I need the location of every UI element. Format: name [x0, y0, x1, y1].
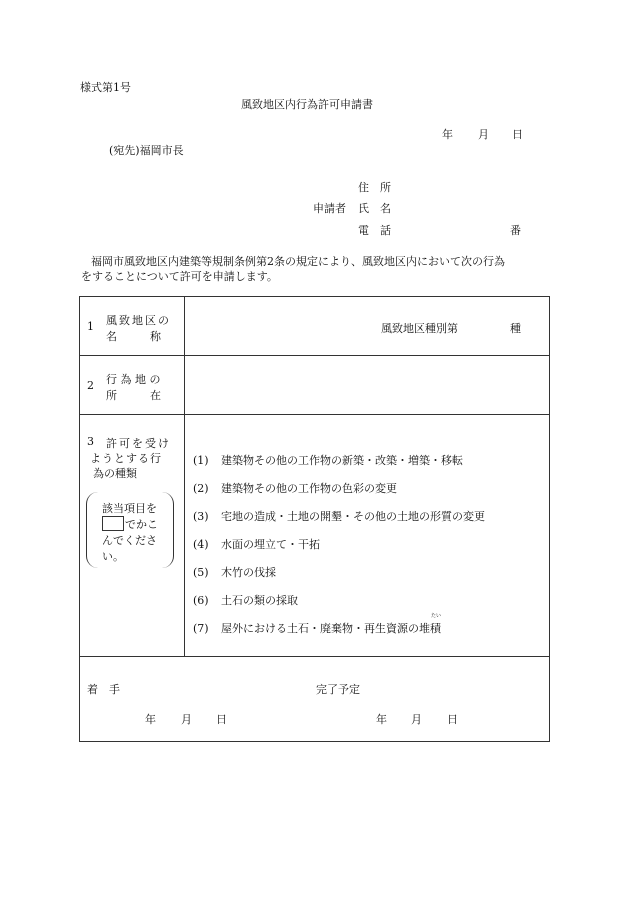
form-number: 様式第1号	[80, 81, 131, 94]
applicant-phone-label: 電 話	[358, 224, 391, 237]
instruction-text: 該当項目を	[102, 502, 157, 515]
row-number: 3	[87, 435, 94, 448]
instruction-text-line	[102, 516, 158, 532]
applicant-label: 申請者	[313, 202, 346, 215]
row-label: 為の種類	[93, 467, 137, 480]
start-day: 日	[216, 713, 227, 726]
district-type-label: 風致地区種別第	[381, 322, 458, 335]
action-item: (4) 水面の埋立て・干拓	[193, 538, 320, 551]
instruction-text: んでくださ	[102, 534, 157, 547]
row-label: 所 在	[106, 389, 161, 402]
end-day: 日	[447, 713, 458, 726]
row-label: 名 称	[106, 330, 161, 343]
end-year: 年	[376, 713, 387, 726]
row-label: 行 為 地 の	[106, 373, 161, 386]
row-label: ようとする行	[90, 452, 162, 465]
action-item: (6) 土石の類の採取	[193, 594, 298, 607]
page-title: 風致地区内行為許可申請書	[241, 98, 373, 111]
instruction-text: でかこ	[125, 518, 158, 531]
end-month: 月	[411, 713, 422, 726]
row-divider	[80, 414, 549, 415]
intro-line-1: 福岡市風致地区内建築等規制条例第2条の規定により、風致地区内において次の行為	[91, 255, 505, 268]
applicant-address-label: 住 所	[358, 181, 391, 194]
date-year: 年	[442, 128, 453, 141]
start-month: 月	[181, 713, 192, 726]
row-number: 1	[87, 320, 94, 333]
row-divider	[80, 656, 549, 657]
action-item: (7) 屋外における土石・廃棄物・再生資源の堆積	[193, 622, 441, 635]
date-day: 日	[512, 128, 523, 141]
addressee: (宛先)福岡市長	[109, 144, 184, 157]
action-item: (2) 建築物その他の工作物の色彩の変更	[193, 482, 397, 495]
applicant-phone-suffix: 番	[510, 224, 521, 237]
sample-box-icon	[102, 516, 124, 531]
instruction-text: い。	[102, 550, 124, 563]
column-divider	[184, 297, 185, 656]
furigana: たい	[431, 613, 442, 619]
district-type-suffix: 種	[510, 322, 521, 335]
row-label: 風致地区の	[106, 314, 171, 327]
completion-label: 完了予定	[316, 683, 360, 696]
row-number: 2	[87, 379, 94, 392]
start-label: 着 手	[87, 683, 120, 696]
start-year: 年	[145, 713, 156, 726]
row-divider	[80, 355, 549, 356]
action-item: (5) 木竹の伐採	[193, 566, 276, 579]
applicant-name-label: 氏 名	[358, 202, 391, 215]
row-label: 許可を受け	[106, 437, 171, 450]
action-item: (3) 宅地の造成・土地の開墾・その他の土地の形質の変更	[193, 510, 485, 523]
action-item: (1) 建築物その他の工作物の新築・改築・増築・移転	[193, 454, 463, 467]
date-month: 月	[478, 128, 489, 141]
intro-line-2: をすることについて許可を申請します。	[81, 270, 278, 283]
